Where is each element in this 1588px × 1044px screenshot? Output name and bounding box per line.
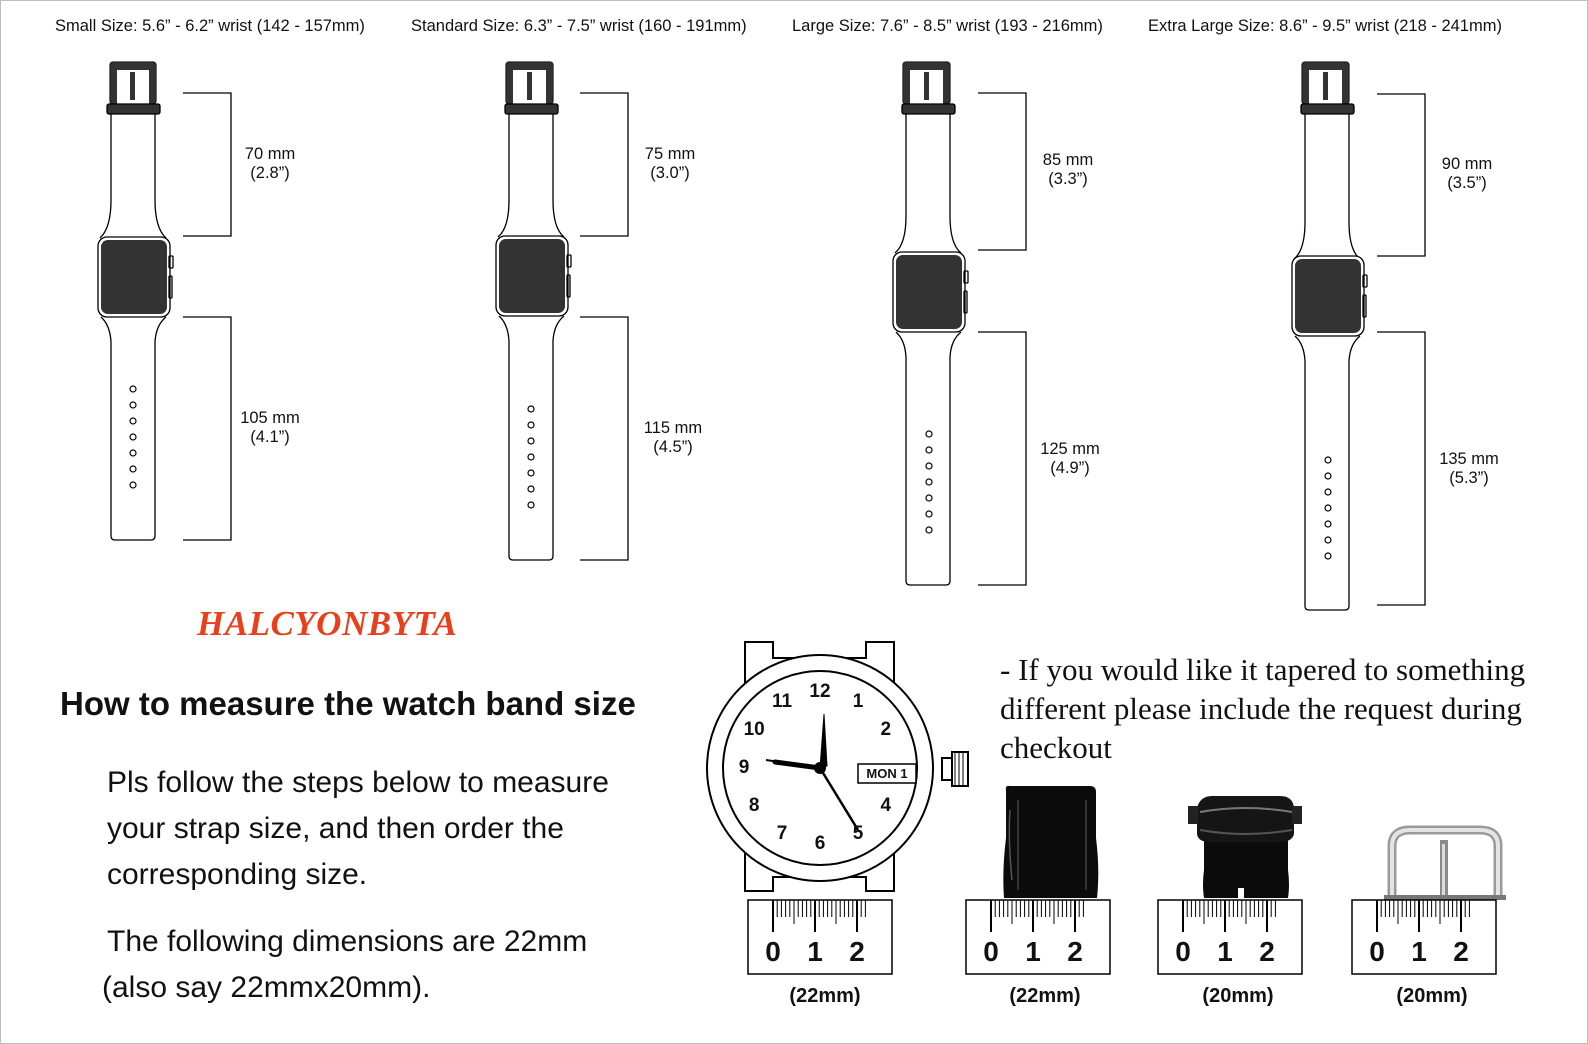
dim-top-small: 70 mm (2.8”) (244, 145, 296, 182)
ruler-digit: 1 (1025, 936, 1041, 967)
dim-top-large: 85 mm (3.3”) (1042, 151, 1094, 188)
dim-bottom-small: 105 mm (4.1”) (240, 409, 300, 446)
watch-number-10: 10 (743, 719, 765, 740)
watch-number-2: 2 (880, 719, 892, 740)
page-heading: How to measure the watch band size (60, 685, 636, 722)
ruler-caption-3: (20mm) (1202, 985, 1274, 1007)
brand-name: HALCYONBYTA (197, 604, 458, 643)
taper-note: - If you would like it tapered to something different please include the request during checkout (1000, 652, 1526, 765)
ruler-digit: 0 (1369, 936, 1385, 967)
instruction-line-5: (also say 22mmx20mm). (102, 971, 431, 1004)
ruler-digit: 0 (983, 936, 999, 967)
size-title-small: Small Size: 5.6” - 6.2” wrist (142 - 157mm) (55, 17, 365, 35)
watch-number-5: 5 (852, 822, 864, 844)
ruler-caption-1: (22mm) (789, 985, 861, 1007)
date-window-label: MON 1 (866, 766, 908, 781)
instruction-line-2: your strap size, and then order the (107, 812, 564, 845)
ruler-digit: 1 (1217, 936, 1233, 967)
dim-top-extra-large: 90 mm (3.5”) (1441, 155, 1493, 192)
watch-number-9: 9 (738, 757, 750, 778)
ruler-digit: 1 (1411, 936, 1427, 967)
instruction-line-3: corresponding size. (107, 858, 368, 891)
instruction-line-4: The following dimensions are 22mm (107, 925, 588, 958)
dim-top-standard: 75 mm (3.0”) (644, 145, 696, 182)
watch-number-12: 12 (809, 681, 831, 702)
dim-bottom-extra-large: 135 mm (5.3”) (1439, 450, 1499, 487)
watch-number-4: 4 (880, 795, 892, 816)
size-title-large: Large Size: 7.6” - 8.5” wrist (193 - 216mm) (792, 17, 1103, 35)
ruler-digit: 1 (807, 936, 823, 967)
watch-number-6: 6 (814, 833, 826, 854)
instruction-line-1: Pls follow the steps below to measure (107, 766, 609, 799)
dim-bottom-large: 125 mm (4.9”) (1040, 440, 1100, 477)
size-title-standard: Standard Size: 6.3” - 7.5” wrist (160 - 191mm) (411, 17, 747, 35)
ruler-caption-4: (20mm) (1396, 985, 1468, 1007)
ruler-digit: 0 (765, 936, 781, 967)
size-title-extra-large: Extra Large Size: 8.6” - 9.5” wrist (218 - 241mm) (1148, 17, 1502, 35)
ruler-digit: 2 (849, 936, 865, 967)
watch-number-8: 8 (748, 795, 760, 816)
ruler-digit: 2 (1067, 936, 1083, 967)
ruler-digit: 2 (1453, 936, 1469, 967)
ruler-caption-2: (22mm) (1009, 985, 1081, 1007)
watch-number-1: 1 (852, 691, 864, 713)
ruler-digit: 0 (1175, 936, 1191, 967)
watch-number-7: 7 (776, 822, 788, 844)
ruler-digit: 2 (1259, 936, 1275, 967)
dim-bottom-standard: 115 mm (4.5”) (643, 419, 703, 456)
watch-number-11: 11 (771, 691, 793, 713)
